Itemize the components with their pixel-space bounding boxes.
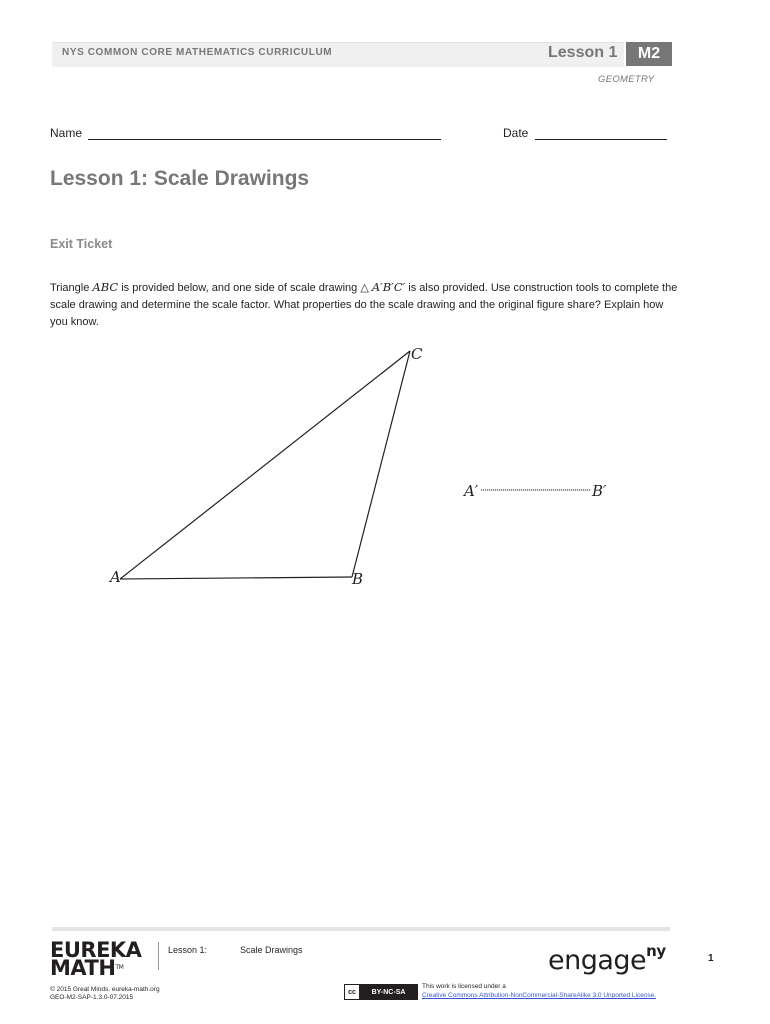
name-label: Name — [50, 126, 83, 140]
license-link[interactable]: Creative Commons Attribution-NonCommercial-ShareAlike 3.0 Unported License. — [422, 992, 657, 999]
footer-divider — [158, 942, 159, 970]
date-label: Date — [503, 126, 529, 140]
label-a: A — [110, 568, 121, 586]
license-text: This work is licensed under a — [422, 983, 506, 990]
copyright: © 2015 Great Minds. eureka-math.org — [50, 986, 160, 993]
logo-line-1: EUREKA — [50, 938, 142, 962]
section-heading: Exit Ticket — [50, 237, 113, 251]
prompt-text-2: is provided below, and one side of scale drawing △ — [118, 282, 372, 294]
segment-ca — [120, 351, 410, 579]
label-a-prime: A′ — [464, 482, 479, 500]
label-c: C — [411, 345, 423, 363]
subject-label: GEOMETRY — [598, 74, 655, 85]
footer-lesson: Lesson 1: — [168, 945, 208, 955]
segment-bc — [352, 351, 410, 577]
prompt-text-3: is also provided. Use construction tools to complete the scale drawing and determine the scale factor. What properties do the scale drawing and the original figure share? Explain how you know. — [50, 282, 678, 328]
cc-badge-label: BY-NC-SA — [360, 985, 417, 999]
trademark: TM — [115, 964, 124, 971]
license-block — [422, 982, 656, 1000]
page-title: Lesson 1: Scale Drawings — [50, 167, 310, 190]
header-lesson: Lesson 1 — [548, 44, 618, 61]
copyright-block — [50, 986, 160, 1002]
curriculum-label: NYS COMMON CORE MATHEMATICS CURRICULUM — [62, 47, 333, 58]
segment-ab — [120, 577, 352, 579]
engage-text: engage — [548, 945, 647, 976]
cc-icon: cc — [345, 985, 360, 999]
triangle-abc-prime-name: A′B′C′ — [371, 280, 406, 294]
page-number: 1 — [708, 953, 714, 964]
module-badge: M2 — [626, 42, 672, 66]
footer-rule — [52, 927, 670, 931]
label-b: B — [352, 570, 364, 588]
logo-line-2: MATH — [50, 956, 116, 980]
triangle-abc-name: ABC — [92, 280, 119, 294]
label-b-prime: B′ — [592, 482, 607, 500]
ny-text: ny — [646, 942, 666, 960]
doc-code: GEO-M2-SAP-1.3.0-07.2015 — [50, 994, 134, 1001]
prompt-text-1: Triangle — [50, 282, 93, 294]
cc-license-badge[interactable] — [344, 984, 418, 1000]
engageny-logo — [548, 942, 666, 976]
eureka-math-logo — [50, 938, 142, 980]
footer-topic: Scale Drawings — [240, 945, 303, 955]
